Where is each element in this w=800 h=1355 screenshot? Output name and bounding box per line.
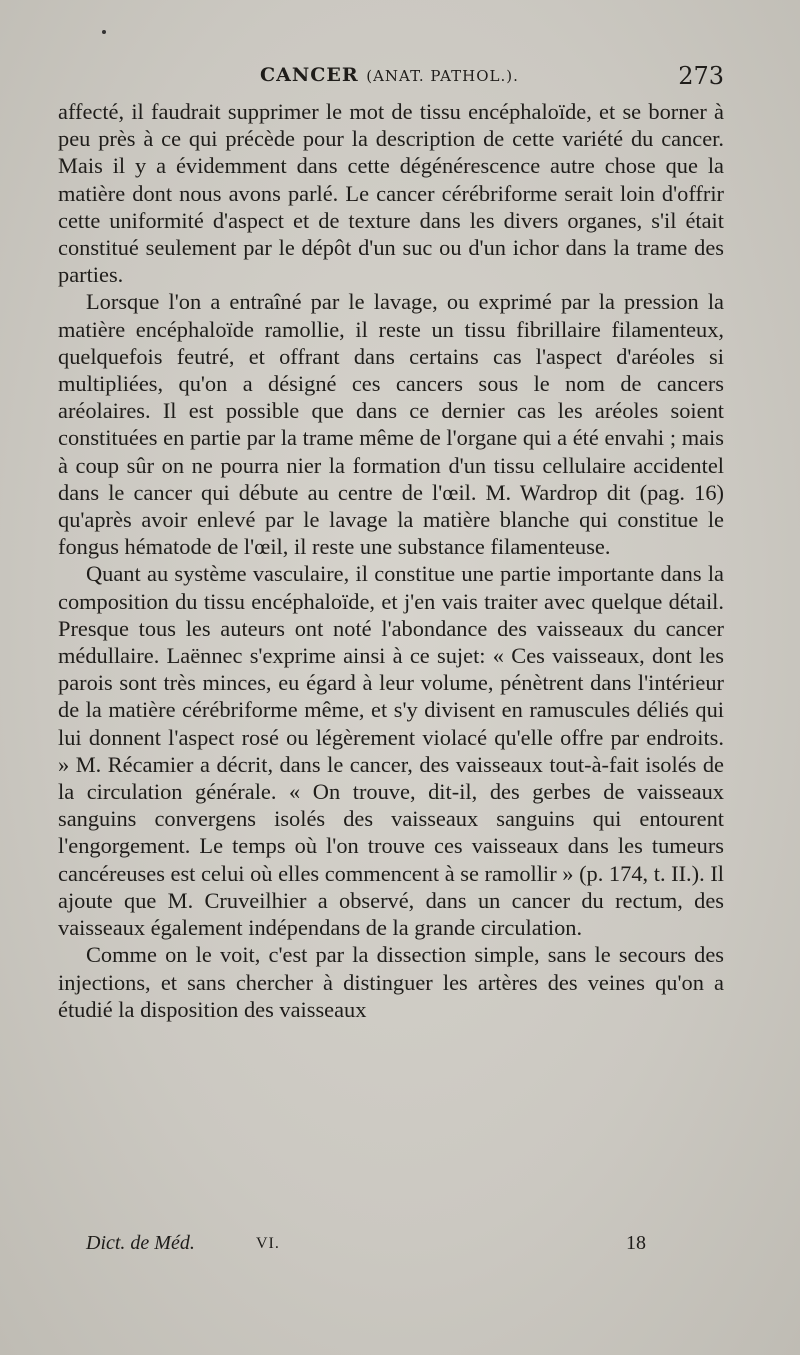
running-head xyxy=(60,62,724,94)
running-head-title xyxy=(260,64,519,86)
body-text xyxy=(58,98,724,1023)
ink-spot xyxy=(102,30,106,34)
page-number: 273 xyxy=(678,62,724,90)
volume-number: VI. xyxy=(256,1235,280,1252)
sheet-number: 18 xyxy=(626,1232,646,1254)
head-title-text: CANCER xyxy=(260,64,359,86)
page-footer xyxy=(86,1232,646,1262)
paragraph-1: affecté, il faudrait supprimer le mot de tissu encéphaloïde, et se borner à peu près à ce qui précède pour la description de cette variété du cancer. Mais il y a évidemment dans cette dégénérescence autre chose que la matière dont nous avons parlé. Le cancer cérébriforme serait loin d'offrir cette uniformité d'aspect et de texture dans les divers organes, s'il était constitué seulement par le dépôt d'un suc ou d'un ichor dans la trame des parties. xyxy=(58,99,724,288)
paragraph-2: Lorsque l'on a entraîné par le lavage, ou exprimé par la pression la matière encéphaloïde ramollie, il reste un tissu fibrillaire filamenteux, quelquefois feutré, et offrant dans certains cas l'aspect d'aréoles si multipliées, qu'on a désigné ces cancers sous le nom de cancers aréolaires. Il est possible que dans ce dernier cas les aréoles soient constituées en partie par la trame même de l'organe qui a été envahi ; mais à coup sûr on ne pourra nier la formation d'un tissu cellulaire accidentel dans le cancer qui débute au centre de l'œil. M. Wardrop dit (pag. 16) qu'après avoir enlevé par le lavage la matière blanche qui constitue le fongus hématode de l'œil, il reste une substance filamenteuse. xyxy=(58,289,724,560)
paragraph-4: Comme on le voit, c'est par la dissection simple, sans le secours des injections, et sans chercher à distinguer les artères des veines qu'on a étudié la disposition des vaisseaux xyxy=(58,942,724,1022)
head-subtitle-text: (ANAT. PATHOL.). xyxy=(366,67,519,85)
signature-mark: Dict. de Méd. xyxy=(86,1232,195,1254)
paragraph-3: Quant au système vasculaire, il constitue une partie importante dans la composition du tissu encéphaloïde, et j'en vais traiter avec quelque détail. Presque tous les auteurs ont noté l'abondance des vaisseaux du cancer médullaire. Laënnec s'exprime ainsi à ce sujet: « Ces vaisseaux, dont les parois sont très minces, eu égard à leur volume, pénètrent dans l'intérieur de la matière cérébriforme même, et s'y divisent en ramuscules déliés qui lui donnent l'aspect rosé ou légèrement violacé qu'elle offre par endroits. » M. Récamier a décrit, dans le cancer, des vaisseaux tout-à-fait isolés de la circulation générale. « On trouve, dit-il, des gerbes de vaisseaux sanguins convergens isolés des vaisseaux sanguins qui entourent l'engorgement. Le temps où l'on trouve ces vaisseaux dans les tumeurs cancéreuses est celui où elles commencent à se ramollir » (p. 174, t. II.). Il ajoute que M. Cruveilhier a observé, dans un cancer du rectum, des vaisseaux également indépendans de la grande circulation. xyxy=(58,561,724,941)
